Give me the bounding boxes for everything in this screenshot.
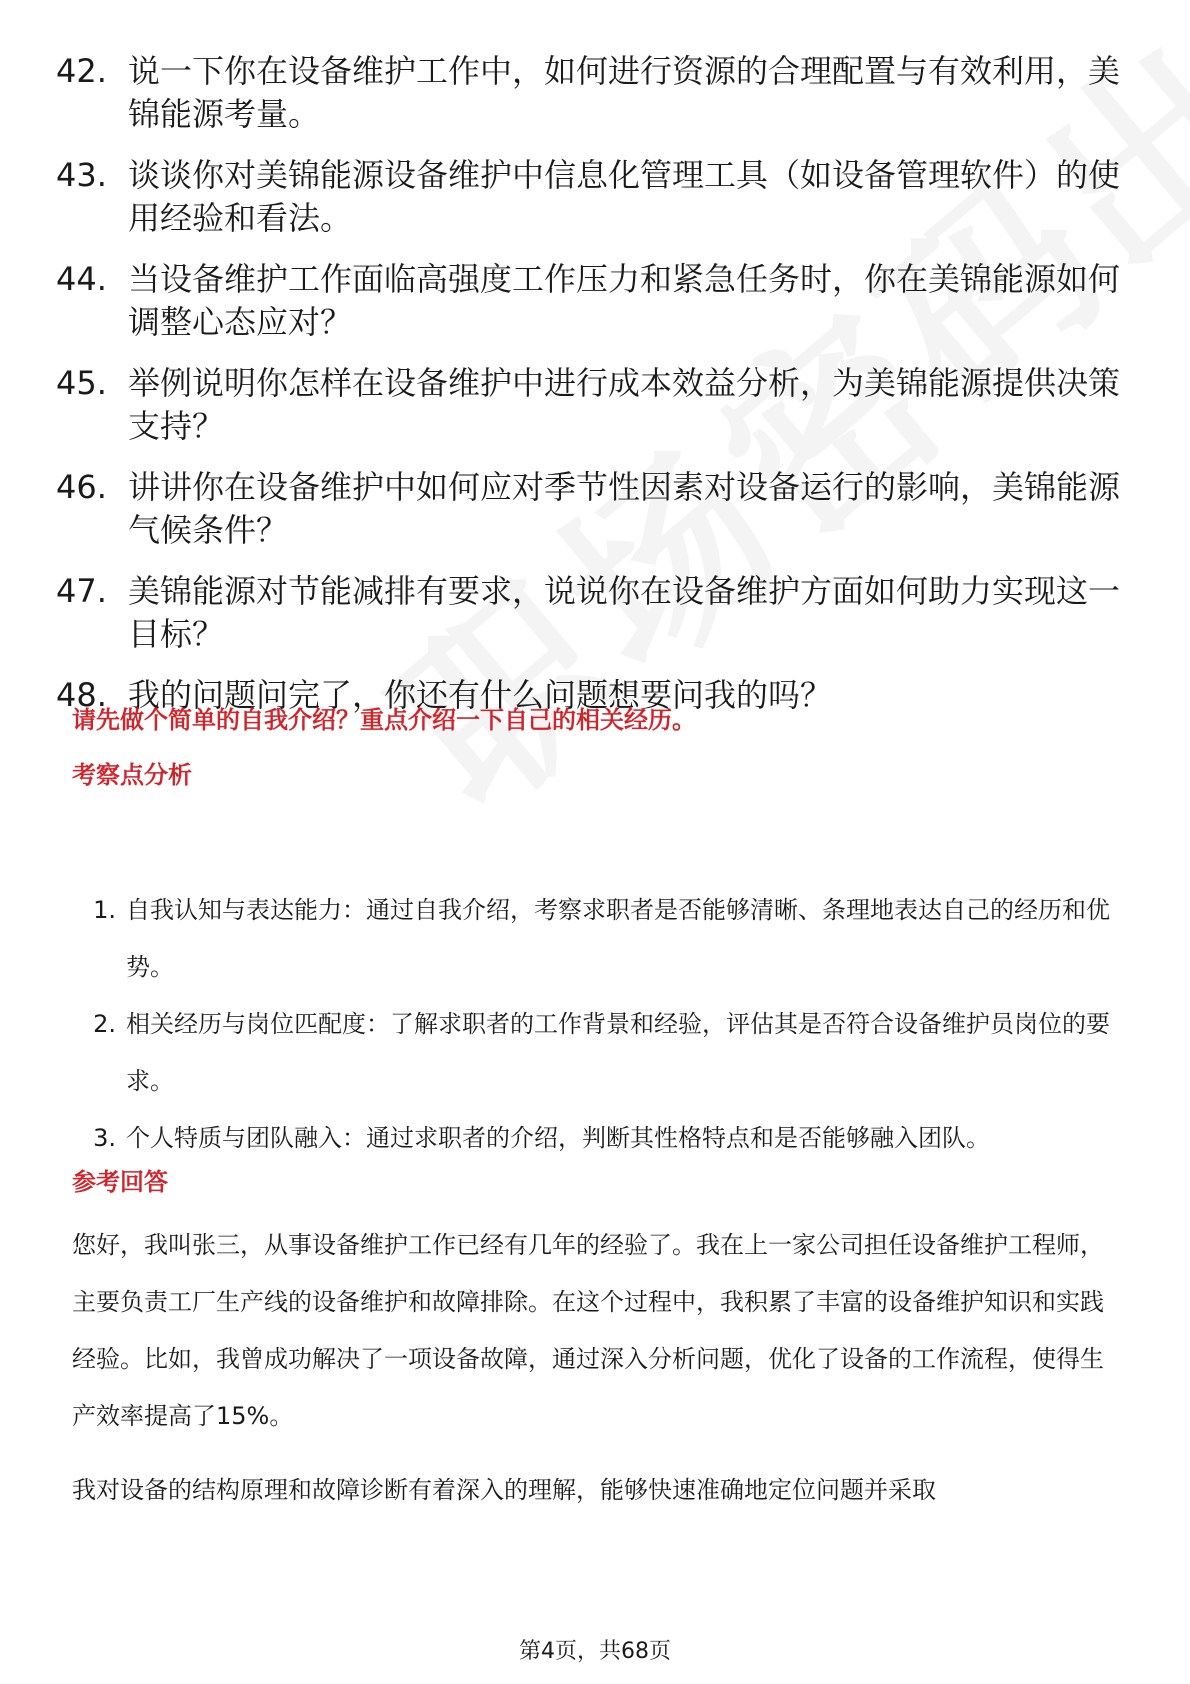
analysis-heading: 考察点分析 — [72, 761, 192, 789]
question-item — [56, 154, 1136, 240]
question-text: 当设备维护工作面临高强度工作压力和紧急任务时，你在美锦能源如何调整心态应对？ — [128, 260, 1121, 341]
question-text: 我的问题问完了，你还有什么问题想要问我的吗？ — [128, 676, 833, 714]
answer-paragraph: 您好，我叫张三，从事设备维护工作已经有几年的经验了。我在上一家公司担任设备维护工程师，主要负责工厂生产线的设备维护和故障排除。在这个过程中，我积累了丰富的设备维护知识和实践经验。比如，我曾成功解决了一项设备故障，通过深入分析问题，优化了设备的工作流程，使得生产效率提高了15%。 — [72, 1231, 1104, 1430]
analysis-number: 3. — [93, 1124, 116, 1152]
question-number: 46. — [56, 468, 107, 506]
question-text: 谈谈你对美锦能源设备维护中信息化管理工具（如设备管理软件）的使用经验和看法。 — [128, 156, 1121, 237]
analysis-number: 1. — [93, 896, 116, 924]
analysis-text: 个人特质与团队融入：通过求职者的介绍，判断其性格特点和是否能够融入团队。 — [126, 1124, 990, 1152]
question-text: 讲讲你在设备维护中如何应对季节性因素对设备运行的影响，美锦能源气候条件？ — [128, 468, 1121, 549]
analysis-list — [72, 882, 1122, 1167]
question-number: 48. — [56, 676, 107, 714]
question-text: 说一下你在设备维护工作中，如何进行资源的合理配置与有效利用，美锦能源考量。 — [128, 52, 1121, 133]
question-list — [56, 50, 1136, 735]
question-text: 美锦能源对节能减排有要求，说说你在设备维护方面如何助力实现这一目标？ — [128, 572, 1121, 653]
question-number: 43. — [56, 156, 107, 194]
analysis-text: 相关经历与岗位匹配度：了解求职者的工作背景和经验，评估其是否符合设备维护员岗位的要求。 — [126, 1010, 1110, 1095]
question-item — [56, 362, 1136, 448]
question-item — [56, 258, 1136, 344]
question-number: 45. — [56, 364, 107, 402]
analysis-item — [72, 996, 1122, 1110]
analysis-item — [72, 882, 1122, 996]
question-number: 42. — [56, 52, 107, 90]
question-text: 举例说明你怎样在设备维护中进行成本效益分析，为美锦能源提供决策支持？ — [128, 364, 1121, 445]
analysis-item — [72, 1110, 1122, 1167]
question-number: 44. — [56, 260, 107, 298]
question-item — [56, 570, 1136, 656]
question-item — [56, 466, 1136, 552]
question-item — [56, 50, 1136, 136]
page-footer: 第4页，共68页 — [519, 1639, 671, 1664]
question-heading: 请先做个简单的自我介绍？重点介绍一下自己的相关经历。 — [72, 706, 696, 734]
answer-heading: 参考回答 — [72, 1168, 168, 1196]
analysis-text: 自我认知与表达能力：通过自我介绍，考察求职者是否能够清晰、条理地表达自己的经历和优势。 — [126, 896, 1110, 981]
analysis-number: 2. — [93, 1010, 116, 1038]
answer-paragraph: 我对设备的结构原理和故障诊断有着深入的理解，能够快速准确地定位问题并采取 — [72, 1476, 936, 1504]
question-number: 47. — [56, 572, 107, 610]
